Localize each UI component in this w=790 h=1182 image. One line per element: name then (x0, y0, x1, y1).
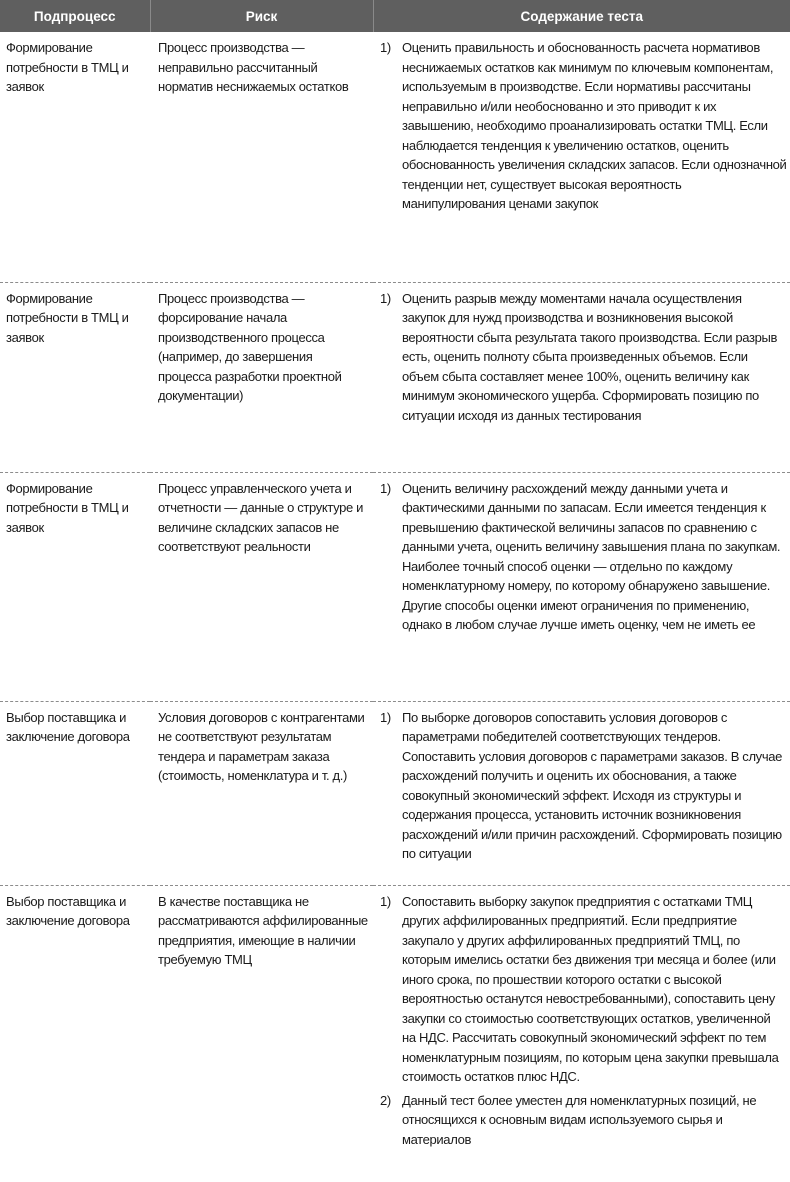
test-item (377, 892, 787, 1087)
test-item-text: По выборке договоров сопоставить условия договоров с параметрами победителей соответствующих тендеров. Сопоставить условия договоров с параметрами заказов. В случае расхождений получить и оценить их обоснования, а также совокупный экономический эффект. Исходя из структуры и содержания процесса, установить источник возникновения расхождений и/или причин расхождений. Сформировать позицию по ситуации (402, 709, 783, 861)
cell-subprocess: Выбор поставщика и заключение договора (6, 709, 130, 744)
cell-subprocess: Формирование потребности в ТМЦ и заявок (6, 290, 129, 345)
test-item (377, 708, 787, 864)
test-item-number: 1) (380, 290, 391, 306)
cell-subprocess: Формирование потребности в ТМЦ и заявок (6, 480, 129, 535)
test-item (377, 1091, 787, 1150)
header-row (0, 0, 790, 32)
test-item-text: Сопоставить выборку закупок предприятия с остатками ТМЦ других аффилированных предприятий. Если предприятие закупало у других аффилированных предприятий ТМЦ, по которым имелись остатки без движения три месяца и более (или иного срока, по прошествии которого остатки с высокой вероятностью останутся невостребованными), сопоставить цену закупки со стоимостью соответствующих остатков, увеличенной на НДС. Рассчитать совокупный экономический эффект по тем номенклатурным позициям, по которым цена закупки превышала стоимость остатков плюс НДС. (402, 893, 779, 1084)
table-row (0, 701, 790, 885)
cell-risk: Условия договоров с контрагентами не соответствуют результатам тендера и параметрам заказа (стоимость, номенклатура и т. д.) (158, 709, 365, 783)
test-item-number: 1) (380, 709, 391, 725)
test-item (377, 289, 787, 426)
cell-test-content (373, 885, 790, 1149)
table-body (0, 32, 790, 1149)
test-item-text: Оценить величину расхождений между данными учета и фактическими данными по запасам. Если имеется тенденция к превышению фактической величины запасов по сравнению с данными учета, оценить величину завышения плана по закупкам. Наиболее точный способ оценки — отдельно по каждому номенклатурному номеру, по которому обнаружено завышение. Другие способы оценки имеют ограничения по применению, однако в любом случае лучше иметь оценку, чем не иметь ее (402, 480, 781, 632)
cell-risk: В качестве поставщика не рассматриваются аффилированные предприятия, имеющие в наличии требуемую ТМЦ (158, 893, 368, 967)
cell-subprocess: Формирование потребности в ТМЦ и заявок (6, 40, 129, 94)
header-risk: Риск (150, 0, 373, 32)
cell-test-content (373, 701, 790, 885)
test-item-number: 1) (380, 893, 391, 909)
header-subprocess: Подпроцесс (0, 0, 150, 32)
cell-test-content (373, 472, 790, 701)
cell-test-content (373, 282, 790, 472)
table-row (0, 32, 790, 282)
test-item (377, 38, 787, 214)
table-row (0, 472, 790, 701)
test-item-number: 2) (380, 1092, 391, 1108)
test-item-number: 1) (380, 480, 391, 496)
cell-risk: Процесс управленческого учета и отчетности — данные о структуре и величине складских запасов не соответствуют реальности (158, 480, 364, 554)
table-row (0, 885, 790, 1149)
table-header (0, 0, 790, 32)
test-item-text: Данный тест более уместен для номенклатурных позиций, не относящихся к основным видам используемого сырья и материалов (402, 1092, 757, 1147)
test-item (377, 479, 787, 635)
cell-subprocess: Выбор поставщика и заключение договора (6, 893, 130, 928)
cell-risk: Процесс производства — форсирование начала производственного процесса (например, до завершения процесса разработки проектной документации) (158, 290, 342, 403)
cell-risk: Процесс производства — неправильно рассчитанный норматив неснижаемых остатков (158, 40, 349, 94)
test-item-text: Оценить разрыв между моментами начала осуществления закупок для нужд производства и возникновения высокой вероятности сбыта результата такого производства. Если разрыв есть, оценить полноту сбыта произведенных объемов. Если объем сбыта составляет менее 100%, оценить величину как минимум экономического ущерба. Сформировать позицию по ситуации исходя из данных тестирования (402, 290, 778, 423)
cell-test-content (373, 32, 790, 282)
table-row (0, 282, 790, 472)
test-item-number: 1) (380, 40, 391, 55)
header-test-content: Содержание теста (373, 0, 790, 32)
test-item-text: Оценить правильность и обоснованность расчета нормативов неснижаемых остатков как минимум по ключевым компонентам, используемым в производстве. Если нормативы рассчитаны неправильно и/или необоснованно и это приводит к их завышению, необходимо проанализировать остатки ТМЦ. Если наблюдается тенденция к увеличению остатков, оценить обоснованность увеличения складских запасов. Если однозначной тенденции нет, существует высокая вероятность манипулирования ценами закупок (402, 40, 787, 211)
